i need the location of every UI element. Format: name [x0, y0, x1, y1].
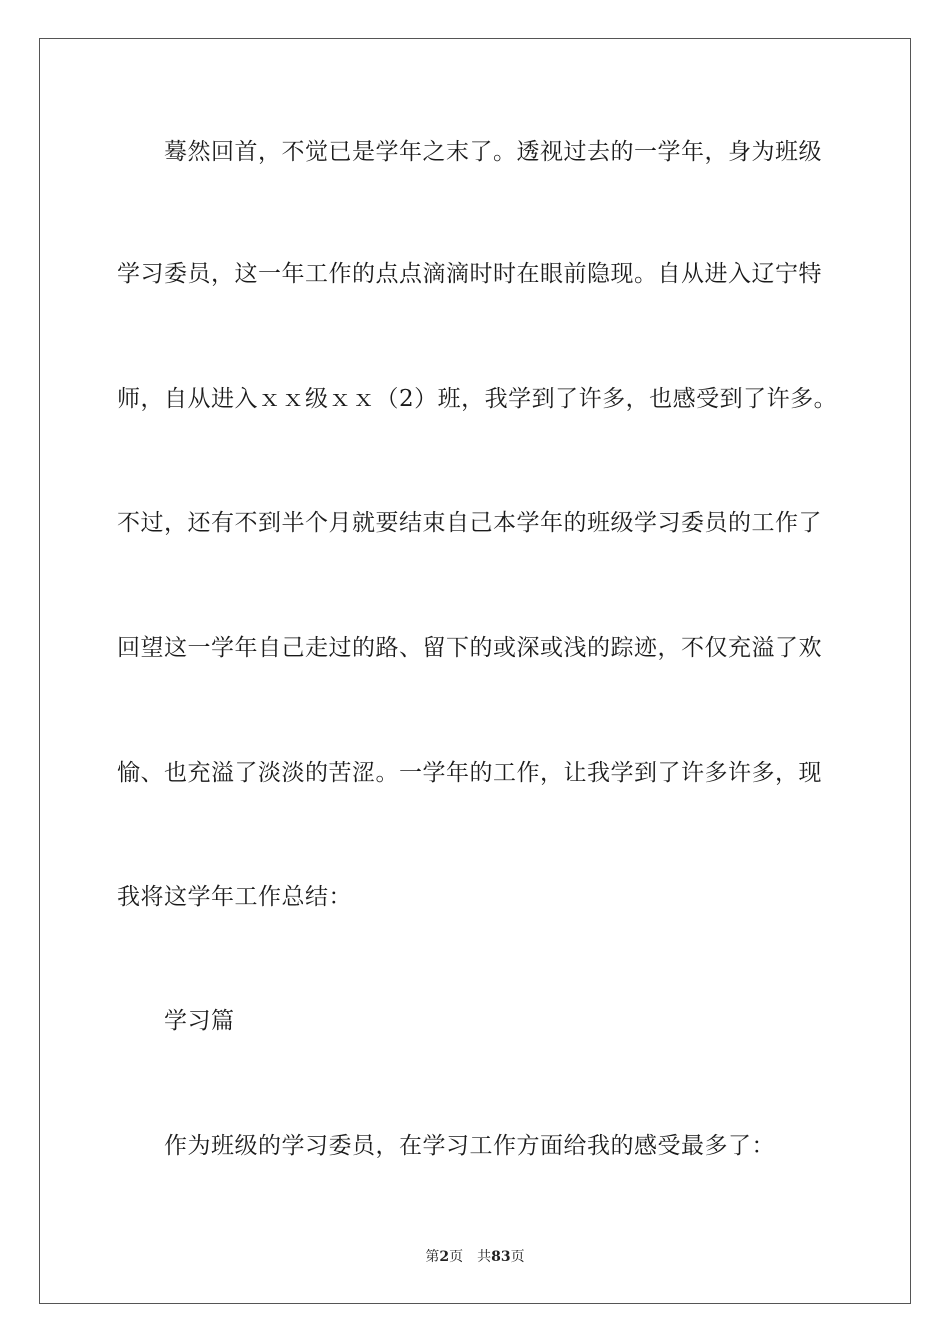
total-prefix: 共: [477, 1249, 492, 1265]
paragraph-line-2: 学习委员，这一年工作的点点滴滴时时在眼前隐现。自从进入辽宁特: [117, 261, 822, 287]
total-suffix: 页: [510, 1249, 525, 1265]
paragraph-line-4: 不过，还有不到半个月就要结束自己本学年的班级学习委员的工作了: [117, 510, 822, 536]
page-number: 2: [439, 1249, 450, 1265]
page-border: [39, 38, 911, 1304]
page-suffix: 页: [449, 1249, 464, 1265]
section-heading: 学习篇: [164, 1008, 235, 1034]
page-prefix: 第: [425, 1249, 440, 1265]
paragraph-line-7: 我将这学年工作总结：: [117, 884, 352, 910]
page-footer: [0, 1248, 950, 1266]
paragraph-line-6: 愉、也充溢了淡淡的苦涩。一学年的工作，让我学到了许多许多，现: [117, 760, 822, 786]
paragraph-line-9: 作为班级的学习委员，在学习工作方面给我的感受最多了：: [164, 1133, 775, 1159]
paragraph-line-5: 回望这一学年自己走过的路、留下的或深或浅的踪迹，不仅充溢了欢: [117, 635, 822, 661]
paragraph-line-3: 师，自从进入ｘｘ级ｘｘ（2）班，我学到了许多，也感受到了许多。: [117, 386, 838, 412]
paragraph-line-1: 蓦然回首，不觉已是学年之末了。透视过去的一学年，身为班级: [164, 139, 822, 165]
total-pages: 83: [491, 1249, 511, 1265]
